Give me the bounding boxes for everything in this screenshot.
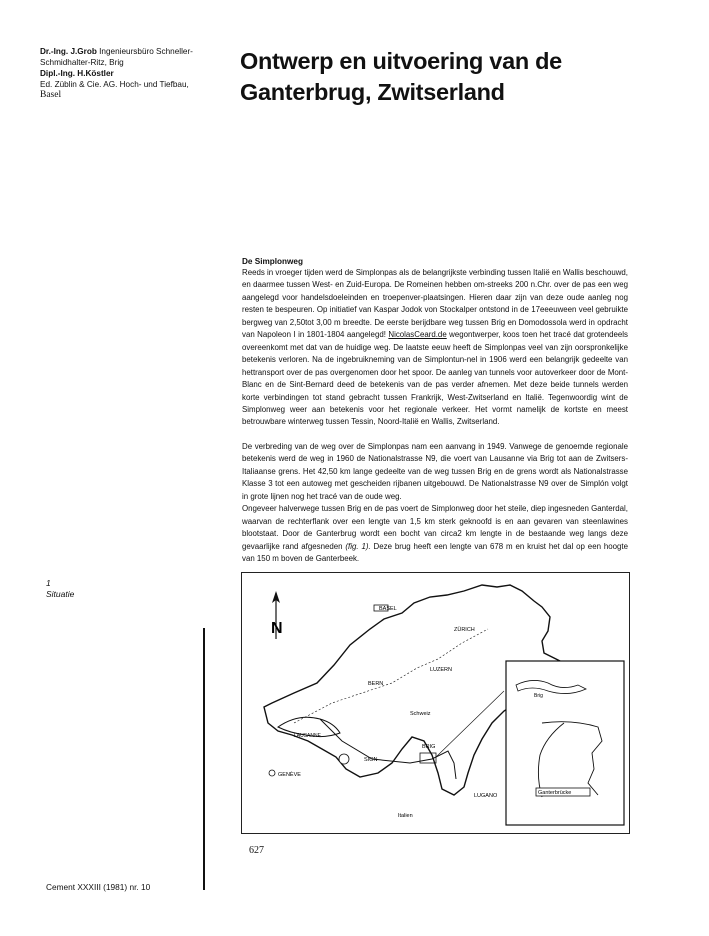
label-schweiz: Schweiz [410, 711, 431, 717]
author-2-affiliation-a: Ed. Züblin & Cie. AG. Hoch- und Tiefbau, [40, 80, 189, 89]
label-italien: Italien [398, 813, 413, 819]
situation-map [241, 572, 630, 834]
author-2-name: Dipl.-Ing. H.Köstler [40, 69, 114, 78]
paragraph-1 [242, 267, 628, 429]
label-bern: BERN [368, 681, 384, 687]
divider-line [203, 628, 205, 890]
city-marker-geneve [269, 770, 275, 776]
label-basel: BASEL [379, 606, 397, 612]
inset-leader-line [436, 691, 504, 757]
paragraph-3-text-b: Deze brug heeft een lengte van 678 m en kruist het dal op een hoogte van 150 m boven de Ganterbeek. [242, 541, 628, 563]
paragraph-3-text-a: Ongeveer halverwege tussen Brig en de pas voert de Simplonweg door het steile, diep ingesneden Ganterdal, waarvan de rechterflank over een lengte van 1,5 km sterk geknoofd is en aan gevaren van steenlawines blootstaat. Door de Ganterbrug wordt een bocht van circa2 km lengte in de bestaande weg langs deze gevaarlijke rand afgesneden [242, 504, 628, 551]
journal-footer: Cement XXXIII (1981) nr. 10 [46, 882, 151, 892]
route-badge [339, 754, 349, 764]
paragraph-2: De verbreding van de weg over de Simplonpas nam een aanvang in 1949. Vanwege de genoemde regionale betekenis werd de weg in 1960 de Nationalstrasse N9, die voert van Lausanne via Brig tot aan de Zwitsers-Italiaanse grens. Het 42,50 km lange gedeelte van de weg tussen Brig en de grens wordt als Nationalstrasse Klasse 3 tot een autoweg met gescheiden rijbanen uitgebouwd. De Nationalstrasse N9 over de Simplón volgt in grote lijnen nog het tracé van de oude weg. [242, 441, 628, 501]
route-n9 [320, 719, 456, 779]
map-graphic [242, 573, 629, 833]
section-heading: De Simplonweg [242, 257, 303, 266]
page-number: 627 [249, 845, 264, 856]
figure-caption-text: Situatie [46, 589, 75, 599]
label-zurich: ZÜRICH [454, 627, 475, 633]
article-title [240, 46, 680, 108]
paragraph-1-text-b: wegontwerper, koos toen het tracé dat grotendeels overeenkomt met dat van de huidige weg. De laatste eeuw heeft de Simplonpas veel van zijn oorspronkelijke betekenis verloren. Na de ingebruikneming van de Simplontun-nel in 1906 werd een belangrijk gedeelte van hettransport over de pas overgenomen door het spoor. De aanleg van tunnels voor autoverkeer door de Mont-Blanc en de Sint-Bernard deed de betekenis van de pas verder afnemen. Met deze beide tunnels werden korte verbindingen tot stand gebracht tussen Frankrijk, West-Zwitserland en Italië. Tegenwoordig wint de Simplonweg weer aan betekenis voor het regionale verkeer. Het vormt namelijk de kortste en meest betrouwbare winterweg tussen Tessin, Noord-Italië en Wallis, Zwitserland. [242, 330, 628, 427]
inset-label-brig: Brig [534, 693, 543, 699]
figure-caption [46, 578, 74, 600]
label-sion: SION [364, 757, 378, 763]
label-geneve: GENÈVE [278, 772, 301, 778]
label-lugano: LUGANO [474, 793, 498, 799]
label-lausanne: LAUSANNE [294, 733, 321, 739]
figure-number: 1 [46, 578, 51, 588]
author-2-affiliation-b: Basel [40, 90, 62, 100]
author-link[interactable]: NicolasCeard.de [388, 330, 447, 340]
paragraph-3 [242, 503, 628, 565]
inset-detail [506, 661, 624, 825]
article-body [242, 256, 628, 565]
title-line-2: Ganterbrug, Zwitserland [240, 79, 505, 105]
label-luzern: LUZERN [430, 667, 453, 673]
figure-reference: (fig. 1). [345, 541, 371, 551]
title-line-1: Ontwerp en uitvoering van de [240, 48, 562, 74]
label-brig: BRIG [422, 744, 436, 750]
author-block [40, 46, 225, 101]
author-1-name: Dr.-Ing. J.Grob [40, 47, 97, 56]
north-arrow-icon [271, 591, 283, 639]
inset-label-bridge: Ganterbrücke [538, 790, 572, 796]
author-1 [40, 46, 225, 57]
author-1-affiliation-b: Schmidhalter-Ritz, Brig [40, 58, 124, 67]
north-label: N [271, 620, 283, 637]
author-1-affiliation-a: Ingenieursbüro Schneller- [96, 47, 193, 56]
paragraph-1-text-a: Reeds in vroeger tijden werd de Simplonpas als de belangrijkste verbinding tussen Italië en Wallis beschouwd, en daarmee tussen West- en Zuid-Europa. De Romeinen hebben om-streeks 200 n.Chr. over de pas een weg aangelegd voor handelsdoeleinden en troepenver-plaatsingen. Hieren daar zijn van deze oude aanleg nog resten te bespeuren. Op initiatief van Kaspar Jodok von Stockalper ontstond in de 17eeeuween veel gebruikte bergweg van 2,50tot 3,00 m breedte. De eerste berijdbare weg tussen Brig en Domodossola werd in opdracht van Napoleon I in 1801-1804 aangelegd! [242, 268, 628, 340]
